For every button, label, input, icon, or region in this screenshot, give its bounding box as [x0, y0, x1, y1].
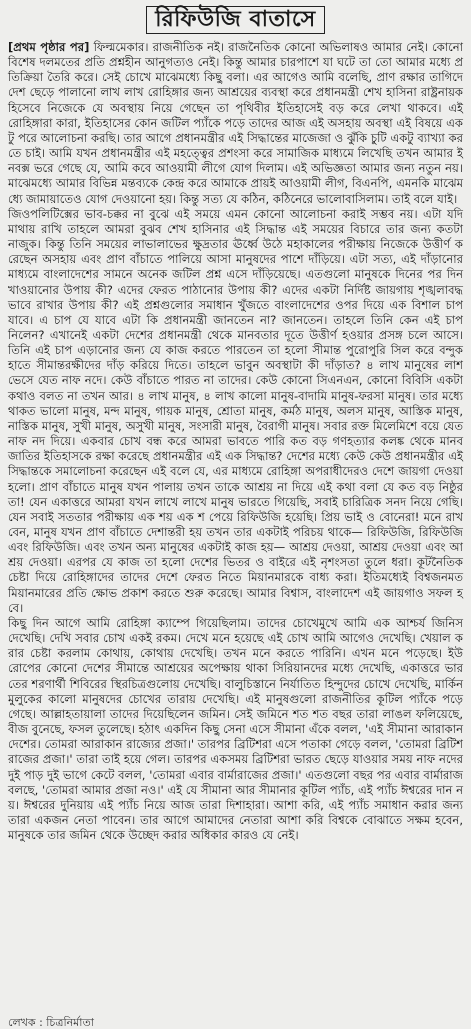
headline-area: [8, 0, 463, 34]
continuation-marker: [প্রথম পৃষ্ঠার পর]: [8, 40, 90, 54]
cut-off-author-line: লেখক : চিত্রনির্মাতা: [8, 1016, 94, 1029]
article-paragraph: [8, 40, 463, 207]
article-paragraph: কিছু দিন আগে আমি রোহিঙ্গা ক্যাম্পে গিয়েছিলাম। তাদের চোখেমুখে আমি এক আশ্চর্য জিনিস দেখেছি। দেখি সবার চোখ একই রকম। দেখে মনে হয়েছে এই চোখ আমি আগেও দেখেছি। খেয়াল করার চেষ্টা করলাম কোথায়, কোথায় দেখেছি। তখন মনে করতে পারিনি। এখন মনে পড়েছে। ইউরোপের কোনো দেশের সীমান্তে আশ্রয়ের অপেক্ষায় থাকা সিরিয়ানদের মধ্যে দেখেছি, একাত্তরে ভারতের শরণার্থী শিবিরের স্থিরচিত্রগুলোয় দেখেছি। বালুচিস্তানে নির্যাতিত হিন্দুদের চোখে দেখেছি, মার্কিন মুলুকের কালো মানুষদের চোখের তারায় দেখেছি। এই মানুষগুলো রাজনীতির কূটিল প্যাঁকে পড়ে গেছে। আল্লাহতায়ালা তাদের দিয়েছিলেন জমিন। সেই জমিনে শত শত বছর তারা লাঙল ফলিয়েছে, বীজ বুনেছে, ফসল তুলেছে। হঠাৎ একদিন কিছু সেনা এসে সীমানা এঁকে বলল, 'এই সীমানা আরাকান দেশের। তোমরা আরাকান রাজ্যের প্রজা।' তারপর ব্রিটিশরা এসে পতাকা গেড়ে বলল, 'তোমরা ব্রিটিশরাজের প্রজা।' তারা তাই হয়ে গেল। তারপর একসময় ব্রিটিশরা ভারত ছেড়ে যাওয়ার সময় নাফ নদের দুই পাড় দুই ভাগে কেটে বলল, 'তোমরা এবার বার্মারাজের প্রজা।' এতগুলো বছর পর এবার বার্মারাজ বলছে, 'তোমরা আমার প্রজা নও।' এই যে সীমানা আর সীমানার কূটিল প্যাঁচ, এই প্যাঁচ ঈশ্বরের দান নয়। ঈশ্বরের দুনিয়ায় এই প্যাঁচ নিয়ে আজ তারা দিশাহারা। আশা করি, এই প্যাঁচ সমাধান করার জন্য তারা একজন নেতা পাবেন। তার আগে আমাদের নেতারা আশা করি বিশ্বকে বোঝাতে সক্ষম হবেন, মানুষকে তার জমিন থেকে উচ্ছেদ করার অধিকার কারও যে নেই।: [8, 615, 463, 843]
article-body: [8, 40, 463, 843]
article-title: রিফিউজি বাতাসে: [146, 6, 324, 34]
article-paragraph: জিওপলিটিক্সের ভাব-চক্কর না বুঝে এই সময়ে এমন কোনো আলোচনা করাই সম্ভব নয়। এটা যদি মাথায় রাখি তাহলে আমরা বুঝব শেখ হাসিনার এই সিদ্ধান্ত এই সময়ের বিচারে তার জন্য কতটা নাজুক। কিন্তু তিনি সময়ের লাভালাভের ক্ষুদ্রতার ঊর্ধ্বে উঠে মহাকালের পরীক্ষায় নিজেকে উত্তীর্ণ করেছেন অসহায় এবং প্রাণ বাঁচাতে পালিয়ে আসা মানুষদের পাশে দাঁড়িয়ে। এটা সত্য, এই দাঁড়ানোর মাধ্যমে বাংলাদেশের সামনে অনেক জটিল প্রশ্ন এসে দাঁড়িয়েছে। এতগুলো মানুষকে দিনের পর দিন খাওয়ানোর উপায় কী? এদের ফেরত পাঠানোর উপায় কী? এদের একটা নির্দিষ্ট জায়গায় শৃঙ্খলাবদ্ধভাবে রাখার উপায় কী? এই প্রশ্নগুলোর সমাধান খুঁজতে বাংলাদেশের ওপর দিয়ে এক বিশাল চাপ যাবে। এ চাপ যে যাবে এটা কি প্রধানমন্ত্রী জানতেন না? জানতেন। তাহলে তিনি কেন এই চাপ নিলেন? এখানেই একটা দেশের প্রধানমন্ত্রী থেকে মানবতার দূতে উত্তীর্ণ হওয়ার প্রসঙ্গ চলে আসে। তিনি এই চাপ এড়ানোর জন্য যে কাজ করতে পারতেন তা হলো সীমান্ত পুরোপুরি সিল করে বন্দুক হাতে সীমান্তরক্ষীদের দাঁড় করিয়ে দিতে। তাহলে ভাবুন অবস্থাটা কী দাঁড়াত? ৪ লাখ মানুষের লাশ ভেসে যেত নাফ নদে। কেউ বাঁচাতে পারত না তাদের। কেউ কোনো সিএনএন, কোনো বিবিসি একটা কথাও বলত না তখন আর। ৪ লাখ মানুষ, ৪ লাখ কালো মানুষ-বাদামি মানুষ-ফরসা মানুষ। তার মধ্যে থাকত ভালো মানুষ, মন্দ মানুষ, গায়ক মানুষ, শ্রোতা মানুষ, কর্মঠ মানুষ, অলস মানুষ, আস্তিক মানুষ, নাস্তিক মানুষ, সুখী মানুষ, অসুখী মানুষ, সংসারী মানুষ, বৈরাগী মানুষ। সবার রক্ত মিলেমিশে বয়ে যেত নাফ নদ দিয়ে। একবার চোখ বন্ধ করে আমরা ভাবতে পারি কত বড় গণহত্যার কলঙ্ক থেকে মানবজাতির ইতিহাসকে রক্ষা করেছে প্রধানমন্ত্রীর এই এক সিদ্ধান্ত? দেশের মধ্যে কেউ কেউ প্রধানমন্ত্রীর এই সিদ্ধান্তকে সমালোচনা করেছেন এই বলে যে, এর মাধ্যমে রোহিঙ্গা অপরাধীদেরও দেশে জায়গা দেওয়া হলো। প্রাণ বাঁচাতে মানুষ যখন পালায় তখন তাকে আশ্রয় না দিয়ে এই কথা বলা যে কত বড় নিষ্ঠুরতা! যেন একাত্তরে আমরা যখন লাখে লাখে মানুষ ভারতে গিয়েছি, সবাই চারিত্রিক সনদ নিয়ে গেছি। যেন সবাই সততার পরীক্ষায় এক শয় এক শ পেয়ে রিফিউজি হয়েছি। প্রিয় ভাই ও বোনেরা! মনে রাখবেন, মানুষ যখন প্রাণ বাঁচাতে দেশান্তরী হয় তখন তার একটাই পরিচয় থাকে— রিফিউজি, রিফিউজি এবং রিফিউজি। এবং তখন অন্য মানুষের একটাই কাজ হয়— আশ্রয় দেওয়া, আশ্রয় দেওয়া এবং আশ্রয় দেওয়া। এরপর যে কাজ তা হলো দেশের ভিতর ও বাইরে এই নৃশংসতা তুলে ধরা। কূটনৈতিক চেষ্টা দিয়ে রোহিঙ্গাদের তাদের দেশে ফেরত নিতে মিয়ানমারকে বাধ্য করা। ইতিমধ্যেই বিশ্বজনমত মিয়ানমারের প্রতি ক্ষোভ প্রকাশ করতে শুরু করেছে। আমার বিশ্বাস, বাংলাদেশ এই জায়গাও সফল হবে।: [8, 206, 463, 615]
paragraph-text: ফিল্মমেকার। রাজনীতিক নই। রাজনৈতিক কোনো অভিলাষও আমার নেই। কোনো বিশেষ দলমতের প্রতি প্রশ্নহীন আনুগত্যও নেই। কিন্তু আমার চারপাশে যা ঘটে তা তো আমার মধ্যে প্রতিক্রিয়া তৈরি করে। সেই চোখে মাঝেমধ্যে কিছু বলা। এর আগেও আমি বলেছি, প্রাণ রক্ষার তাগিদে দেশ ছেড়ে পালানো লাখ লাখ রোহিঙ্গার জন্য আশ্রয়ের ব্যবস্থা করে প্রধানমন্ত্রী শেখ হাসিনা রাষ্ট্রনায়ক হিসেবে নিজেকে যে অবস্থায় নিয়ে গেছেন তা পৃথিবীর ইতিহাসেই বড় করে লেখা থাকবে। এই রোহিঙ্গারা কারা, ইতিহাসের কোন জটিল প্যাঁকে পড়ে তাদের আজ এই অসহায় অবস্থা এই বিষয়ে একটু পরে আলোচনা করছি। তার আগে প্রধানমন্ত্রীর এই সিদ্ধান্তের মাজেজা ও ঝুঁকি চুটি একটু ব্যাখ্যা করতে চাই। আমি যখন প্রধানমন্ত্রীর এই মহত্ত্বের প্রশংসা করে সামাজিক মাধ্যমে লিখেছি তখন আমার ইনবক্স ভরে গেছে যে, আমি কবে আওয়ামী লীগে যোগ দিলাম। এই অভিজ্ঞতা আমার জন্য নতুন নয়। মাঝেমধ্যে আমার বিভিন্ন মন্তব্যকে কেন্দ্র করে আমাকে প্রায়ই আওয়ামী লীগ, বিএনপি, এমনকি মাঝেমধ্যে জামায়াতেও যোগ দেওয়ানো হয়। কিন্তু সত্য যে কঠিন, কঠিনেরে ভালোবাসিলাম। তাই বলে যাই।: [8, 40, 464, 206]
